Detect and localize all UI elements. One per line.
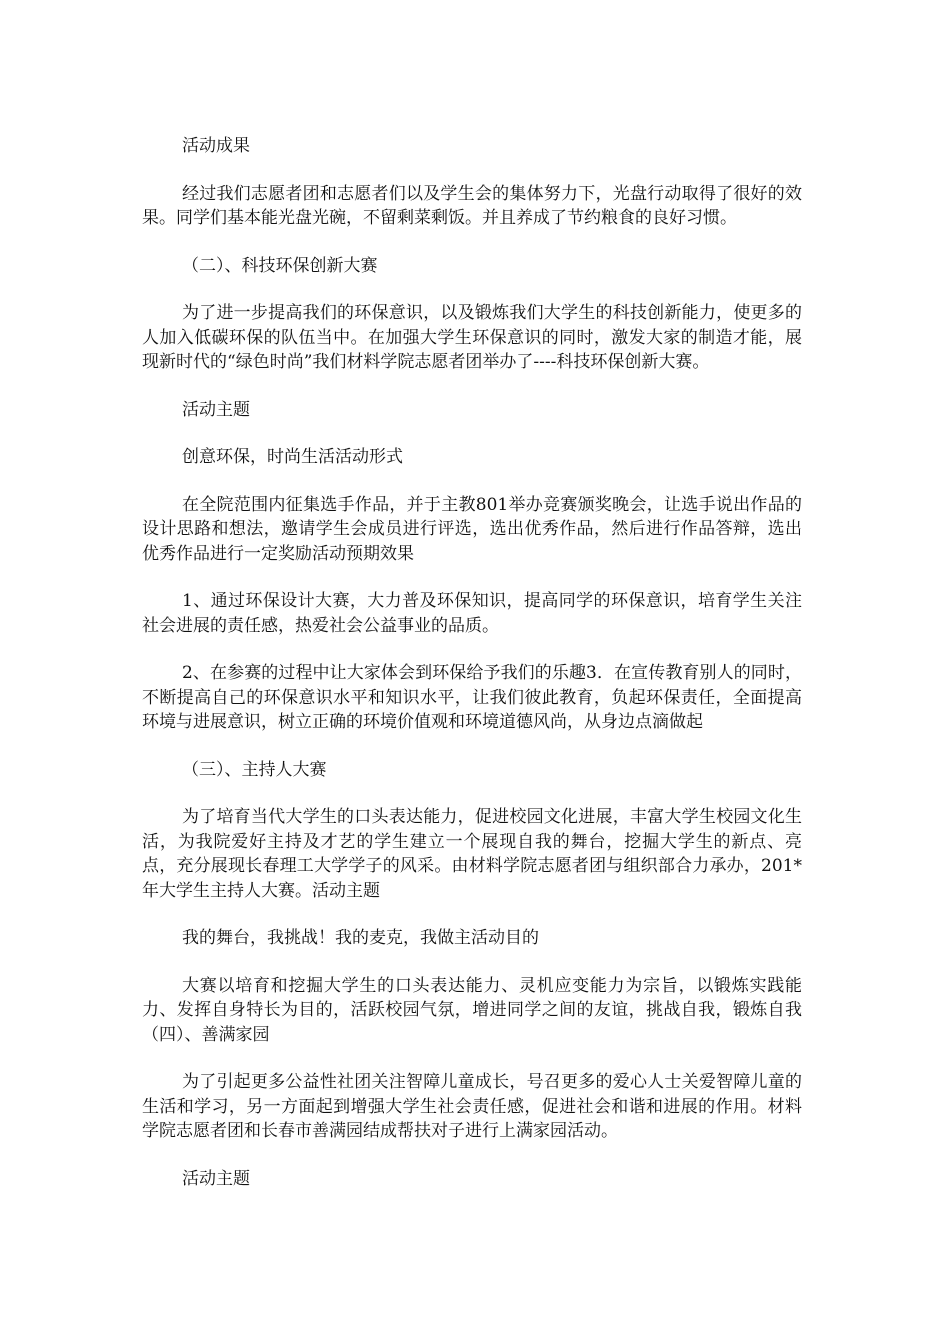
document-page (142, 134, 802, 1214)
section-heading: 活动主题 (182, 1168, 250, 1189)
body-paragraph: 大赛以培育和挖掘大学生的口头表达能力、灵机应变能力为宗旨，以锻炼实践能力、发挥自身特长为目的，活跃校园气氛，增进同学之间的友谊，挑战自我，锻炼自我（四）、善满家园 (142, 975, 802, 1045)
section-heading: 活动成果 (182, 136, 250, 156)
section-heading: （二）、科技环保创新大赛 (182, 255, 378, 276)
body-paragraph: 为了培育当代大学生的口头表达能力，促进校园文化进展，丰富大学生校园文化生活，为我院爱好主持及才艺的学生建立一个展现自我的舞台，挖掘大学生的新点、亮点，充分展现长春理工大学学子的风采。由材料学院志愿者团与组织部合力承办，201*年大学生主持人大赛。活动主题 (142, 807, 802, 901)
section-heading: 活动主题 (182, 399, 250, 420)
section-heading: （三）、主持人大赛 (182, 759, 327, 780)
body-paragraph: 为了引起更多公益性社团关注智障儿童成长，号召更多的爱心人士关爱智障儿童的生活和学习，另一方面起到增强大学生社会责任感，促进社会和谐和进展的作用。材料学院志愿者团和长春市善满园结成帮扶对子进行上满家园活动。 (142, 1072, 802, 1141)
body-paragraph: 在全院范围内征集选手作品，并于主教801举办竞赛颁奖晚会，让选手说出作品的设计思路和想法，邀请学生会成员进行评选，选出优秀作品，然后进行作品答辩，选出优秀作品进行一定奖励活动预期效果 (142, 494, 802, 564)
list-item: 1、通过环保设计大赛，大力普及环保知识，提高同学的环保意识，培育学生关注社会进展的责任感，热爱社会公益事业的品质。 (142, 591, 802, 636)
body-paragraph: 创意环保，时尚生活活动形式 (182, 447, 403, 467)
body-paragraph: 我的舞台，我挑战！我的麦克，我做主活动目的 (182, 928, 539, 948)
body-paragraph: 为了进一步提高我们的环保意识，以及锻炼我们大学生的科技创新能力，使更多的人加入低碳环保的队伍当中。在加强大学生环保意识的同时，激发大家的制造才能，展现新时代的“绿色时尚”我们材料学院志愿者团举办了----科技环保创新大赛。 (142, 303, 802, 372)
list-item: 2、在参赛的过程中让大家体会到环保给予我们的乐趣3．在宣传教育别人的同时，不断提高自己的环保意识水平和知识水平，让我们彼此教育，负起环保责任，全面提高环境与进展意识，树立正确的环境价值观和环境道德风尚，从身边点滴做起 (142, 663, 802, 732)
body-paragraph: 经过我们志愿者团和志愿者们以及学生会的集体努力下，光盘行动取得了很好的效果。同学们基本能光盘光碗，不留剩菜剩饭。并且养成了节约粮食的良好习惯。 (142, 183, 802, 228)
